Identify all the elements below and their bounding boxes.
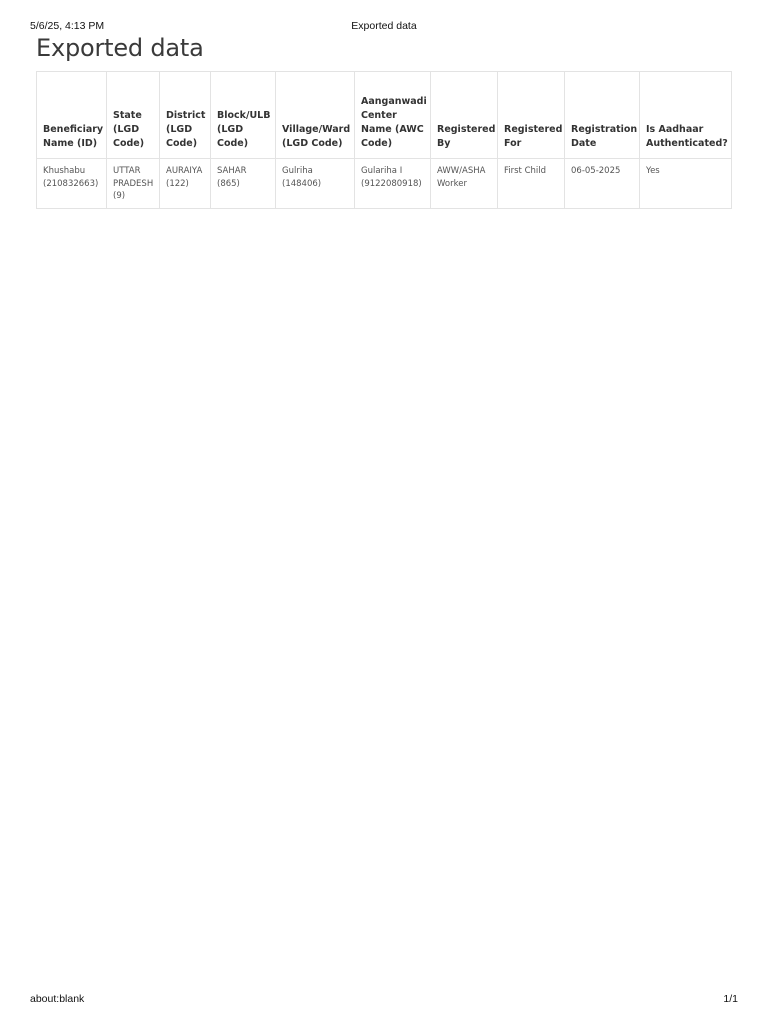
- cell-district: AURAIYA (122): [160, 159, 211, 209]
- column-header-registration-date: Registration Date: [565, 72, 640, 159]
- column-header-village: Village/Ward (LGD Code): [276, 72, 355, 159]
- column-header-state: State (LGD Code): [107, 72, 160, 159]
- column-header-beneficiary: Beneficiary Name (ID): [37, 72, 107, 159]
- exported-data-table: [36, 71, 732, 209]
- column-header-registered-for: Registered For: [498, 72, 565, 159]
- print-datetime: 5/6/25, 4:13 PM: [30, 20, 105, 32]
- cell-village: Gulriha (148406): [276, 159, 355, 209]
- column-header-district: District (LGD Code): [160, 72, 211, 159]
- cell-block: SAHAR (865): [211, 159, 276, 209]
- cell-registered-for: First Child: [498, 159, 565, 209]
- cell-registered-by: AWW/ASHA Worker: [431, 159, 498, 209]
- cell-state: UTTAR PRADESH (9): [107, 159, 160, 209]
- column-header-awc: Aanganwadi Center Name (AWC Code): [355, 72, 431, 159]
- print-footer: [30, 993, 738, 1007]
- table-header-row: [37, 72, 732, 159]
- print-url: about:blank: [30, 993, 85, 1005]
- print-page-number: 1/1: [723, 993, 738, 1005]
- page-title: Exported data: [36, 34, 204, 62]
- column-header-aadhaar: Is Aadhaar Authenticated?: [640, 72, 732, 159]
- table-row: [37, 159, 732, 209]
- cell-registration-date: 06-05-2025: [565, 159, 640, 209]
- column-header-registered-by: Registered By: [431, 72, 498, 159]
- cell-awc: Gulariha I (9122080918): [355, 159, 431, 209]
- column-header-block: Block/ULB (LGD Code): [211, 72, 276, 159]
- print-doc-title: Exported data: [351, 20, 417, 32]
- print-header: [30, 20, 738, 34]
- cell-beneficiary: Khushabu (210832663): [37, 159, 107, 209]
- cell-aadhaar: Yes: [640, 159, 732, 209]
